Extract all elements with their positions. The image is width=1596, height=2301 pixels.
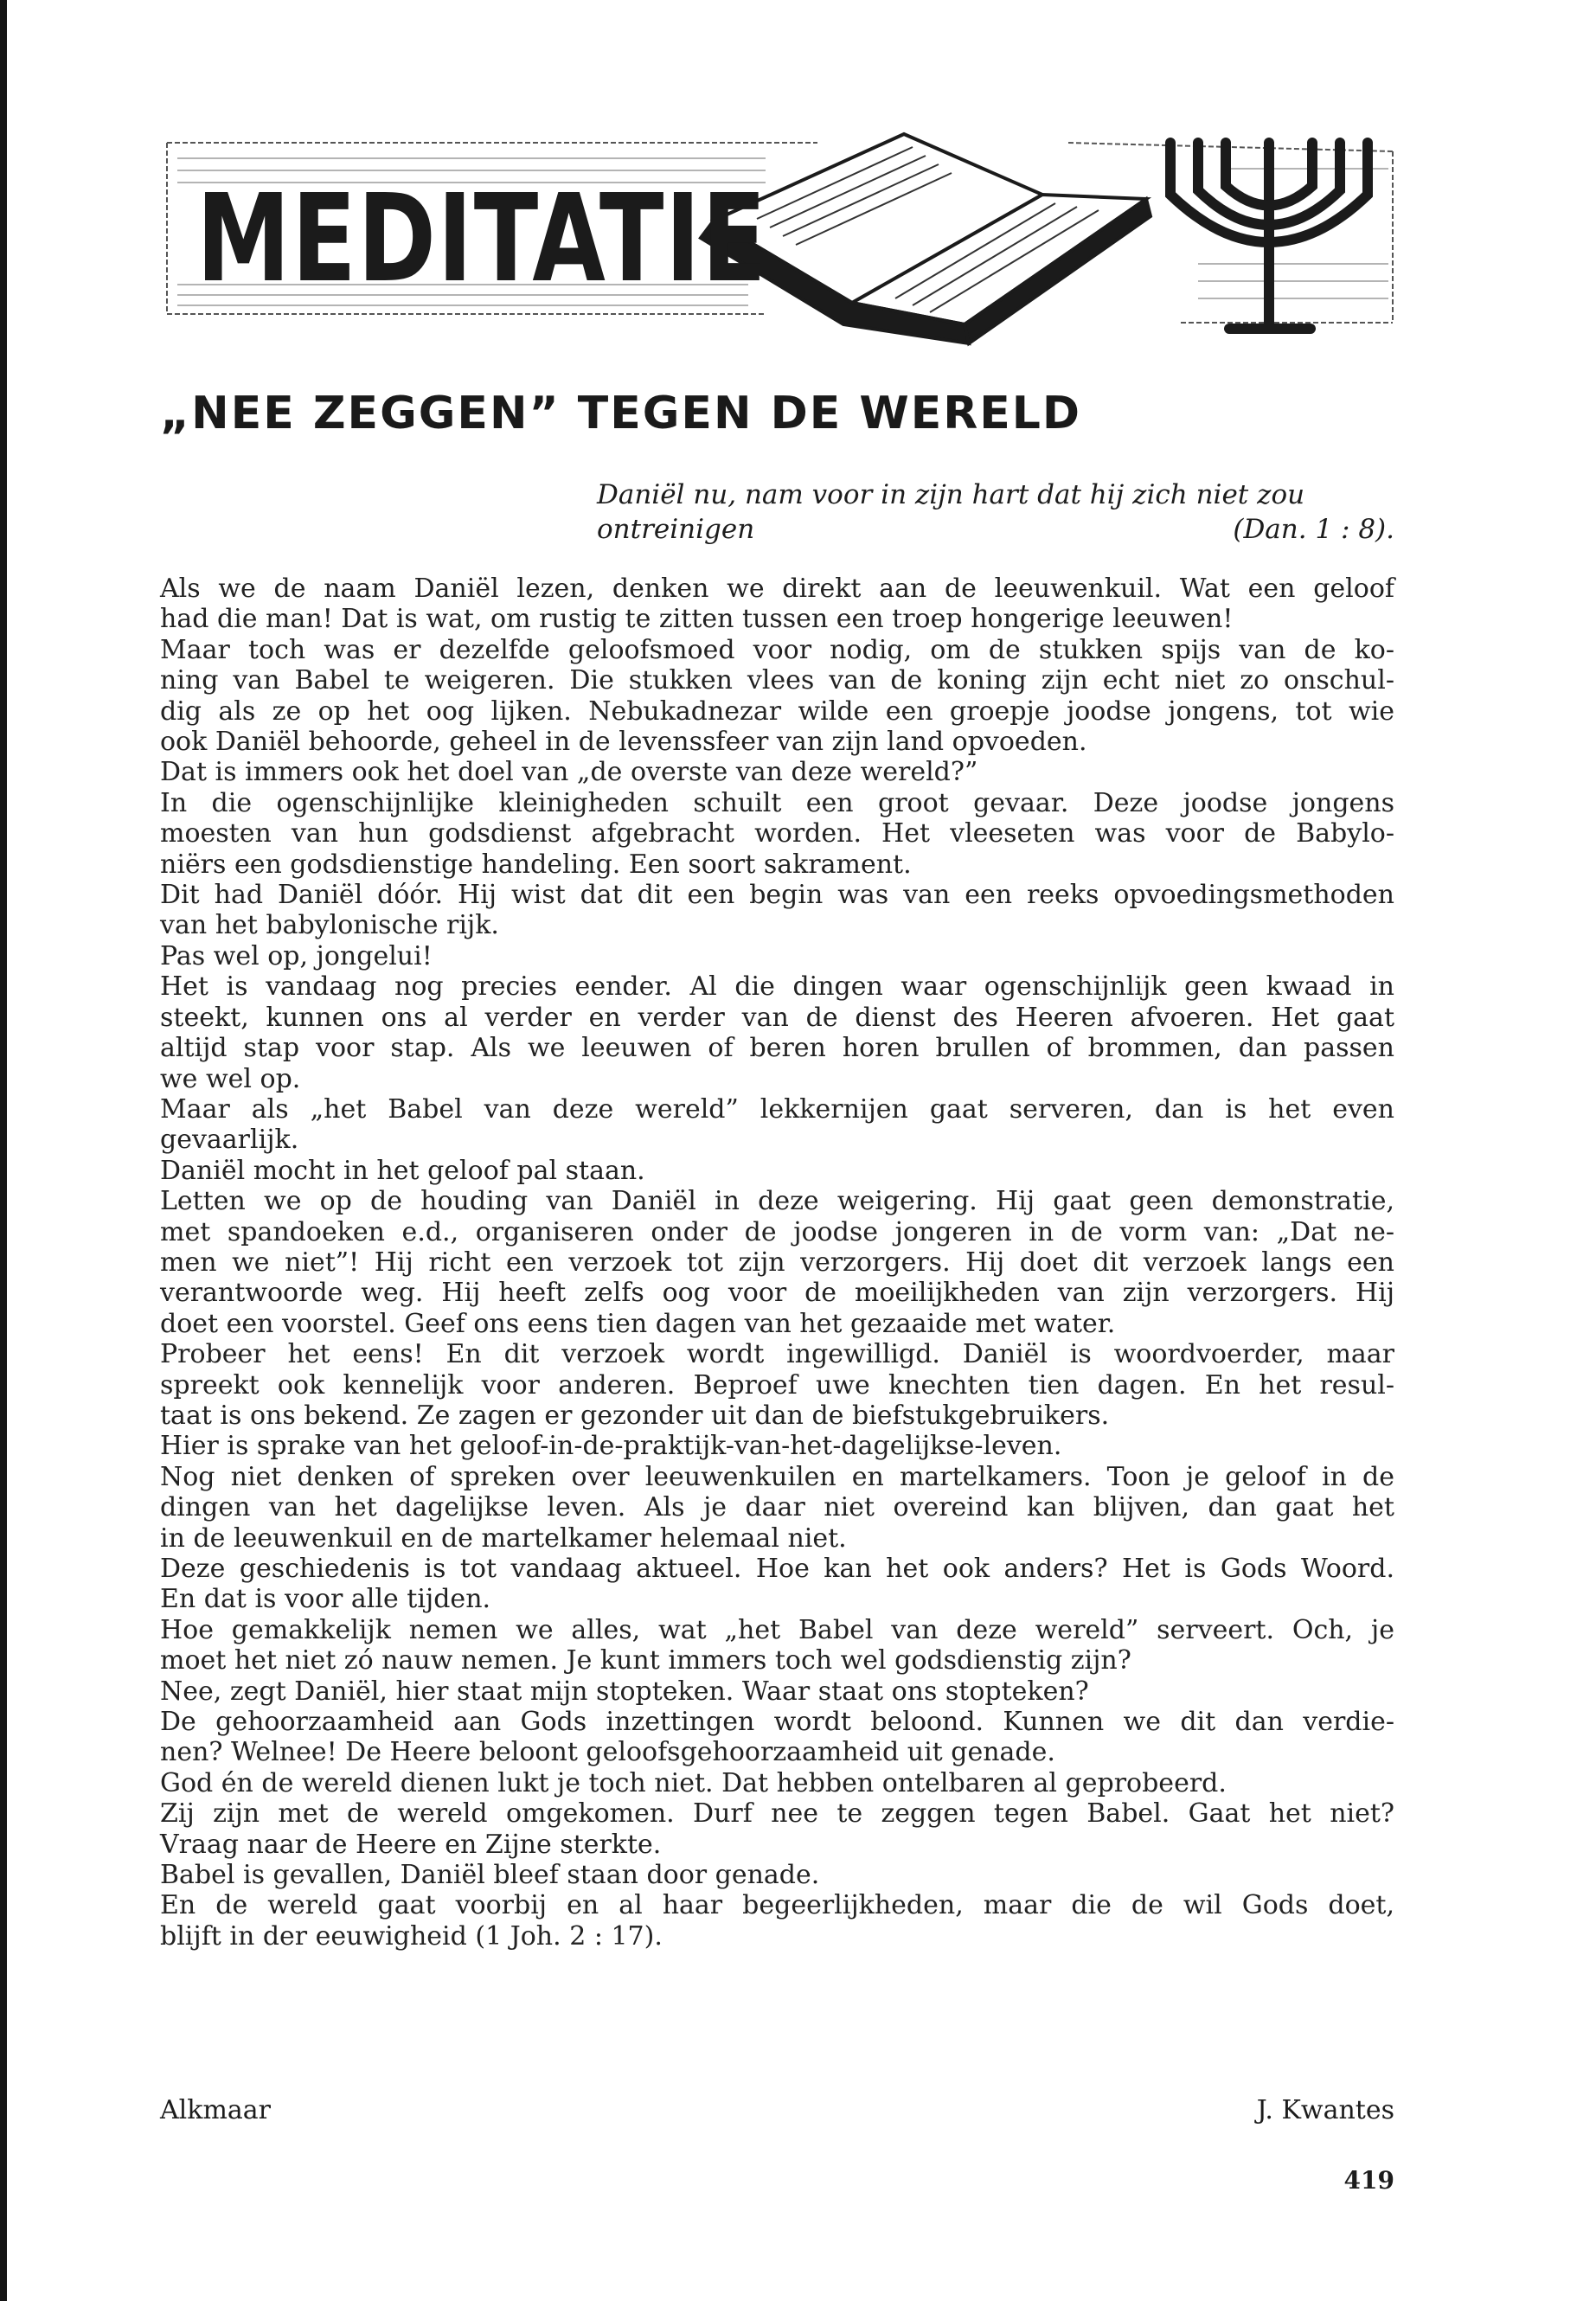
body-line: Deze geschiedenis is tot vandaag aktueel. Hoe kan het ook anders? Het is Gods Woord. [160, 1554, 1394, 1584]
author-name: J. Kwantes [1256, 2095, 1394, 2125]
body-line: Letten we op de houding van Daniël in deze weigering. Hij gaat geen demonstratie, [160, 1186, 1394, 1217]
body-line: Babel is gevallen, Daniël bleef staan door genade. [160, 1860, 820, 1891]
body-line: moet het niet zó nauw nemen. Je kunt immers toch wel godsdienstig zijn? [160, 1645, 1131, 1676]
motto-text: ontreinigen [597, 514, 755, 545]
body-line: taat is ons bekend. Ze zagen er gezonder uit dan de biefstukgebruikers. [160, 1400, 1110, 1431]
body-line: Hier is sprake van het geloof-in-de-praktijk-van-het-dagelijkse-leven. [160, 1431, 1062, 1462]
body-line: In die ogenschijnlijke kleinigheden schuilt een groot gevaar. Deze joodse jongens [160, 787, 1394, 818]
body-line: Hoe gemakkelijk nemen we alles, wat „het Babel van deze wereld” serveert. Och, je [160, 1614, 1394, 1645]
body-line: van het babylonische rijk. [160, 910, 499, 941]
motto-reference: (Dan. 1 : 8). [1233, 514, 1394, 545]
body-line: Pas wel op, jongelui! [160, 940, 433, 971]
page-binding-edge [0, 0, 7, 2301]
body-line: dingen van het dagelijkse leven. Als je daar niet overeind kan blijven, dan gaat het [160, 1492, 1394, 1523]
body-line: Maar toch was er dezelfde geloofsmoed voor nodig, om de stukken spijs van de ko- [160, 634, 1394, 665]
place-name: Alkmaar [160, 2095, 271, 2125]
motto-line [597, 512, 1394, 547]
page-number: 419 [1343, 2166, 1394, 2195]
body-line: Dat is immers ook het doel van „de overste van deze wereld?” [160, 757, 978, 788]
body-line: Maar als „het Babel van deze wereld” lekkernijen gaat serveren, dan is het even [160, 1093, 1394, 1125]
body-line: dig als ze op het oog lijken. Nebukadnezar wilde een groepje joodse jongens, tot wie [160, 695, 1394, 727]
body-line: Vraag naar de Heere en Zijne sterkte. [160, 1829, 662, 1860]
body-line: men we niet”! Hij richt een verzoek tot zijn verzorgers. Hij doet dit verzoek langs een [160, 1247, 1394, 1278]
scripture-motto [597, 478, 1394, 547]
body-line: spreekt ook kennelijk voor anderen. Beproef uwe knechten tien dagen. En het resul- [160, 1369, 1394, 1400]
body-line: altijd stap voor stap. Als we leeuwen of beren horen brullen of brommen, dan passen [160, 1033, 1394, 1064]
body-line: met spandoeken e.d., organiseren onder de joodse jongeren in de vorm van: „Dat ne- [160, 1216, 1394, 1247]
body-line: steekt, kunnen ons al verder en verder van de dienst des Heeren afvoeren. Het gaat [160, 1002, 1394, 1033]
body-line: we wel op. [160, 1063, 301, 1094]
body-line: had die man! Dat is wat, om rustig te zitten tussen een troep hongerige leeuwen! [160, 604, 1234, 635]
body-line: Zij zijn met de wereld omgekomen. Durf nee te zeggen tegen Babel. Gaat het niet? [160, 1798, 1394, 1830]
banner-word: MEDITATIE [196, 169, 768, 310]
body-line: moesten van hun godsdienst afgebracht worden. Het vleeseten was voor de Babylo- [160, 818, 1394, 849]
body-line: in de leeuwenkuil en de martelkamer helemaal niet. [160, 1522, 847, 1554]
body-line: Dit had Daniël dóór. Hij wist dat dit een begin was van een reeks opvoedingsmethoden [160, 880, 1394, 911]
body-line: doet een voorstel. Geef ons eens tien dagen van het gezaaide met water. [160, 1308, 1116, 1339]
body-line: Daniël mocht in het geloof pal staan. [160, 1155, 645, 1186]
body-line: ning van Babel te weigeren. Die stukken vlees van de koning zijn echt niet zo onschul- [160, 665, 1394, 696]
body-line: gevaarlijk. [160, 1125, 299, 1156]
open-book-icon [701, 134, 1151, 343]
body-line: De gehoorzaamheid aan Gods inzettingen wordt beloond. Kunnen we dit dan verdie- [160, 1707, 1394, 1738]
article-title: „NEE ZEGGEN” TEGEN DE WERELD [160, 388, 1082, 439]
body-line: Als we de naam Daniël lezen, denken we direkt aan de leeuwenkuil. Wat een geloof [160, 574, 1394, 604]
body-line: Nee, zegt Daniël, hier staat mijn stopteken. Waar staat ons stopteken? [160, 1676, 1089, 1707]
body-line: En de wereld gaat voorbij en al haar begeerlijkheden, maar die de wil Gods doet, [160, 1890, 1394, 1921]
article-body [160, 574, 1394, 1952]
body-line: nen? Welnee! De Heere beloont geloofsgehoorzaamheid uit genade. [160, 1737, 1055, 1768]
body-line: Het is vandaag nog precies eender. Al die dingen waar ogenschijnlijk geen kwaad in [160, 971, 1394, 1003]
menorah-icon [1170, 143, 1368, 329]
body-line: blijft in der eeuwigheid (1 Joh. 2 : 17). [160, 1920, 663, 1952]
motto-line: Daniël nu, nam voor in zijn hart dat hij zich niet zou [597, 479, 1305, 510]
body-line: niërs een godsdienstige handeling. Een soort sakrament. [160, 849, 912, 880]
article-signature [160, 2095, 1394, 2125]
body-line: God én de wereld dienen lukt je toch niet. Dat hebben ontelbaren al geprobeerd. [160, 1767, 1227, 1798]
body-line: verantwoorde weg. Hij heeft zelfs oog voor de moeilijkheden van zijn verzorgers. Hij [160, 1278, 1394, 1309]
body-line: Probeer het eens! En dit verzoek wordt ingewilligd. Daniël is woordvoerder, maar [160, 1339, 1394, 1370]
body-line: Nog niet denken of spreken over leeuwenkuilen en martelkamers. Toon je geloof in de [160, 1461, 1394, 1492]
body-line: ook Daniël behoorde, geheel in de levenssfeer van zijn land opvoeden. [160, 727, 1087, 758]
body-line: En dat is voor alle tijden. [160, 1584, 491, 1615]
meditatie-banner [160, 117, 1397, 363]
